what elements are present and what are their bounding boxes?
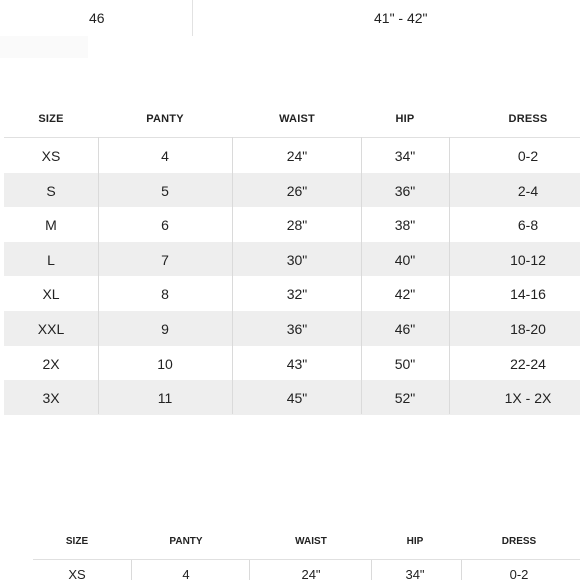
column-divider — [449, 137, 450, 414]
cell-hip: 42" — [394, 286, 416, 303]
column-divider — [192, 0, 193, 36]
column-header-dress: DRESS — [501, 536, 537, 547]
cell-size: XL — [42, 286, 60, 303]
cell-hip: 52" — [394, 390, 416, 407]
cell-size: L — [47, 251, 55, 268]
cell-panty: 8 — [161, 286, 169, 303]
cell-dress: 1X - 2X — [504, 390, 552, 407]
size-chart-table — [4, 101, 580, 415]
cell-waist: 30" — [286, 251, 308, 268]
cell-waist: 24" — [286, 148, 308, 164]
table-row — [4, 276, 580, 311]
table-row — [33, 560, 580, 580]
column-header-panty: PANTY — [146, 113, 184, 125]
size-chart-table-2 — [33, 527, 580, 580]
cell-waist: 28" — [286, 217, 308, 234]
cell-hip: 34" — [394, 148, 416, 164]
cell-hip: 38" — [394, 217, 416, 234]
table-cell: 41" - 42" — [374, 10, 428, 26]
cell-panty: 5 — [161, 182, 169, 199]
column-header-waist: WAIST — [279, 113, 315, 125]
cell-dress: 10-12 — [510, 251, 546, 268]
table-row — [4, 346, 580, 381]
column-divider — [249, 560, 250, 580]
cell-dress: 14-16 — [510, 286, 546, 303]
column-divider — [461, 560, 462, 580]
cell-hip: 46" — [394, 320, 416, 337]
cell-panty: 7 — [161, 251, 169, 268]
column-header-size: SIZE — [65, 536, 89, 547]
cell-dress: 6-8 — [517, 217, 539, 234]
cell-size: XS — [68, 567, 86, 580]
column-divider — [361, 137, 362, 414]
cell-panty: 6 — [161, 217, 169, 234]
column-divider — [98, 137, 99, 414]
cell-dress: 0-2 — [517, 148, 539, 164]
table-row — [4, 380, 580, 415]
cell-dress: 0-2 — [509, 567, 529, 580]
cell-dress: 18-20 — [510, 320, 546, 337]
column-header-dress: DRESS — [508, 113, 548, 125]
table-row — [4, 173, 580, 208]
table-row — [4, 138, 580, 173]
table-row — [4, 311, 580, 346]
cell-waist: 43" — [286, 355, 308, 372]
column-header-hip: HIP — [406, 536, 424, 547]
column-header-panty: PANTY — [169, 536, 203, 547]
cell-panty: 11 — [157, 390, 173, 407]
cell-panty: 4 — [161, 148, 169, 164]
column-divider — [131, 560, 132, 580]
table-header-row — [4, 101, 580, 138]
cell-size: 2X — [42, 355, 60, 372]
table-row — [4, 207, 580, 242]
column-divider — [371, 560, 372, 580]
cell-panty: 9 — [161, 320, 169, 337]
cell-panty: 10 — [157, 355, 173, 372]
cell-hip: 34" — [405, 567, 425, 580]
cell-panty: 4 — [182, 567, 190, 580]
cell-waist: 24" — [301, 567, 321, 580]
cell-waist: 32" — [286, 286, 308, 303]
cell-hip: 36" — [394, 182, 416, 199]
column-divider — [232, 137, 233, 414]
cell-size: S — [46, 182, 56, 199]
cell-waist: 45" — [286, 390, 308, 407]
cell-dress: 2-4 — [517, 182, 539, 199]
cell-size: XS — [41, 148, 61, 164]
column-header-hip: HIP — [395, 113, 415, 125]
cell-size: M — [45, 217, 57, 234]
cell-hip: 40" — [394, 251, 416, 268]
cell-dress: 22-24 — [510, 355, 546, 372]
column-header-size: SIZE — [38, 113, 64, 125]
cell-size: XXL — [37, 320, 65, 337]
cell-hip: 50" — [394, 355, 416, 372]
table-header-row — [33, 527, 580, 560]
table-cell: 46 — [89, 10, 105, 26]
cell-waist: 36" — [286, 320, 308, 337]
size-table-partial-row — [0, 0, 580, 36]
cell-waist: 26" — [286, 182, 308, 199]
background-shade — [0, 36, 88, 58]
cell-size: 3X — [42, 390, 60, 407]
column-header-waist: WAIST — [295, 536, 327, 547]
table-row — [4, 242, 580, 277]
